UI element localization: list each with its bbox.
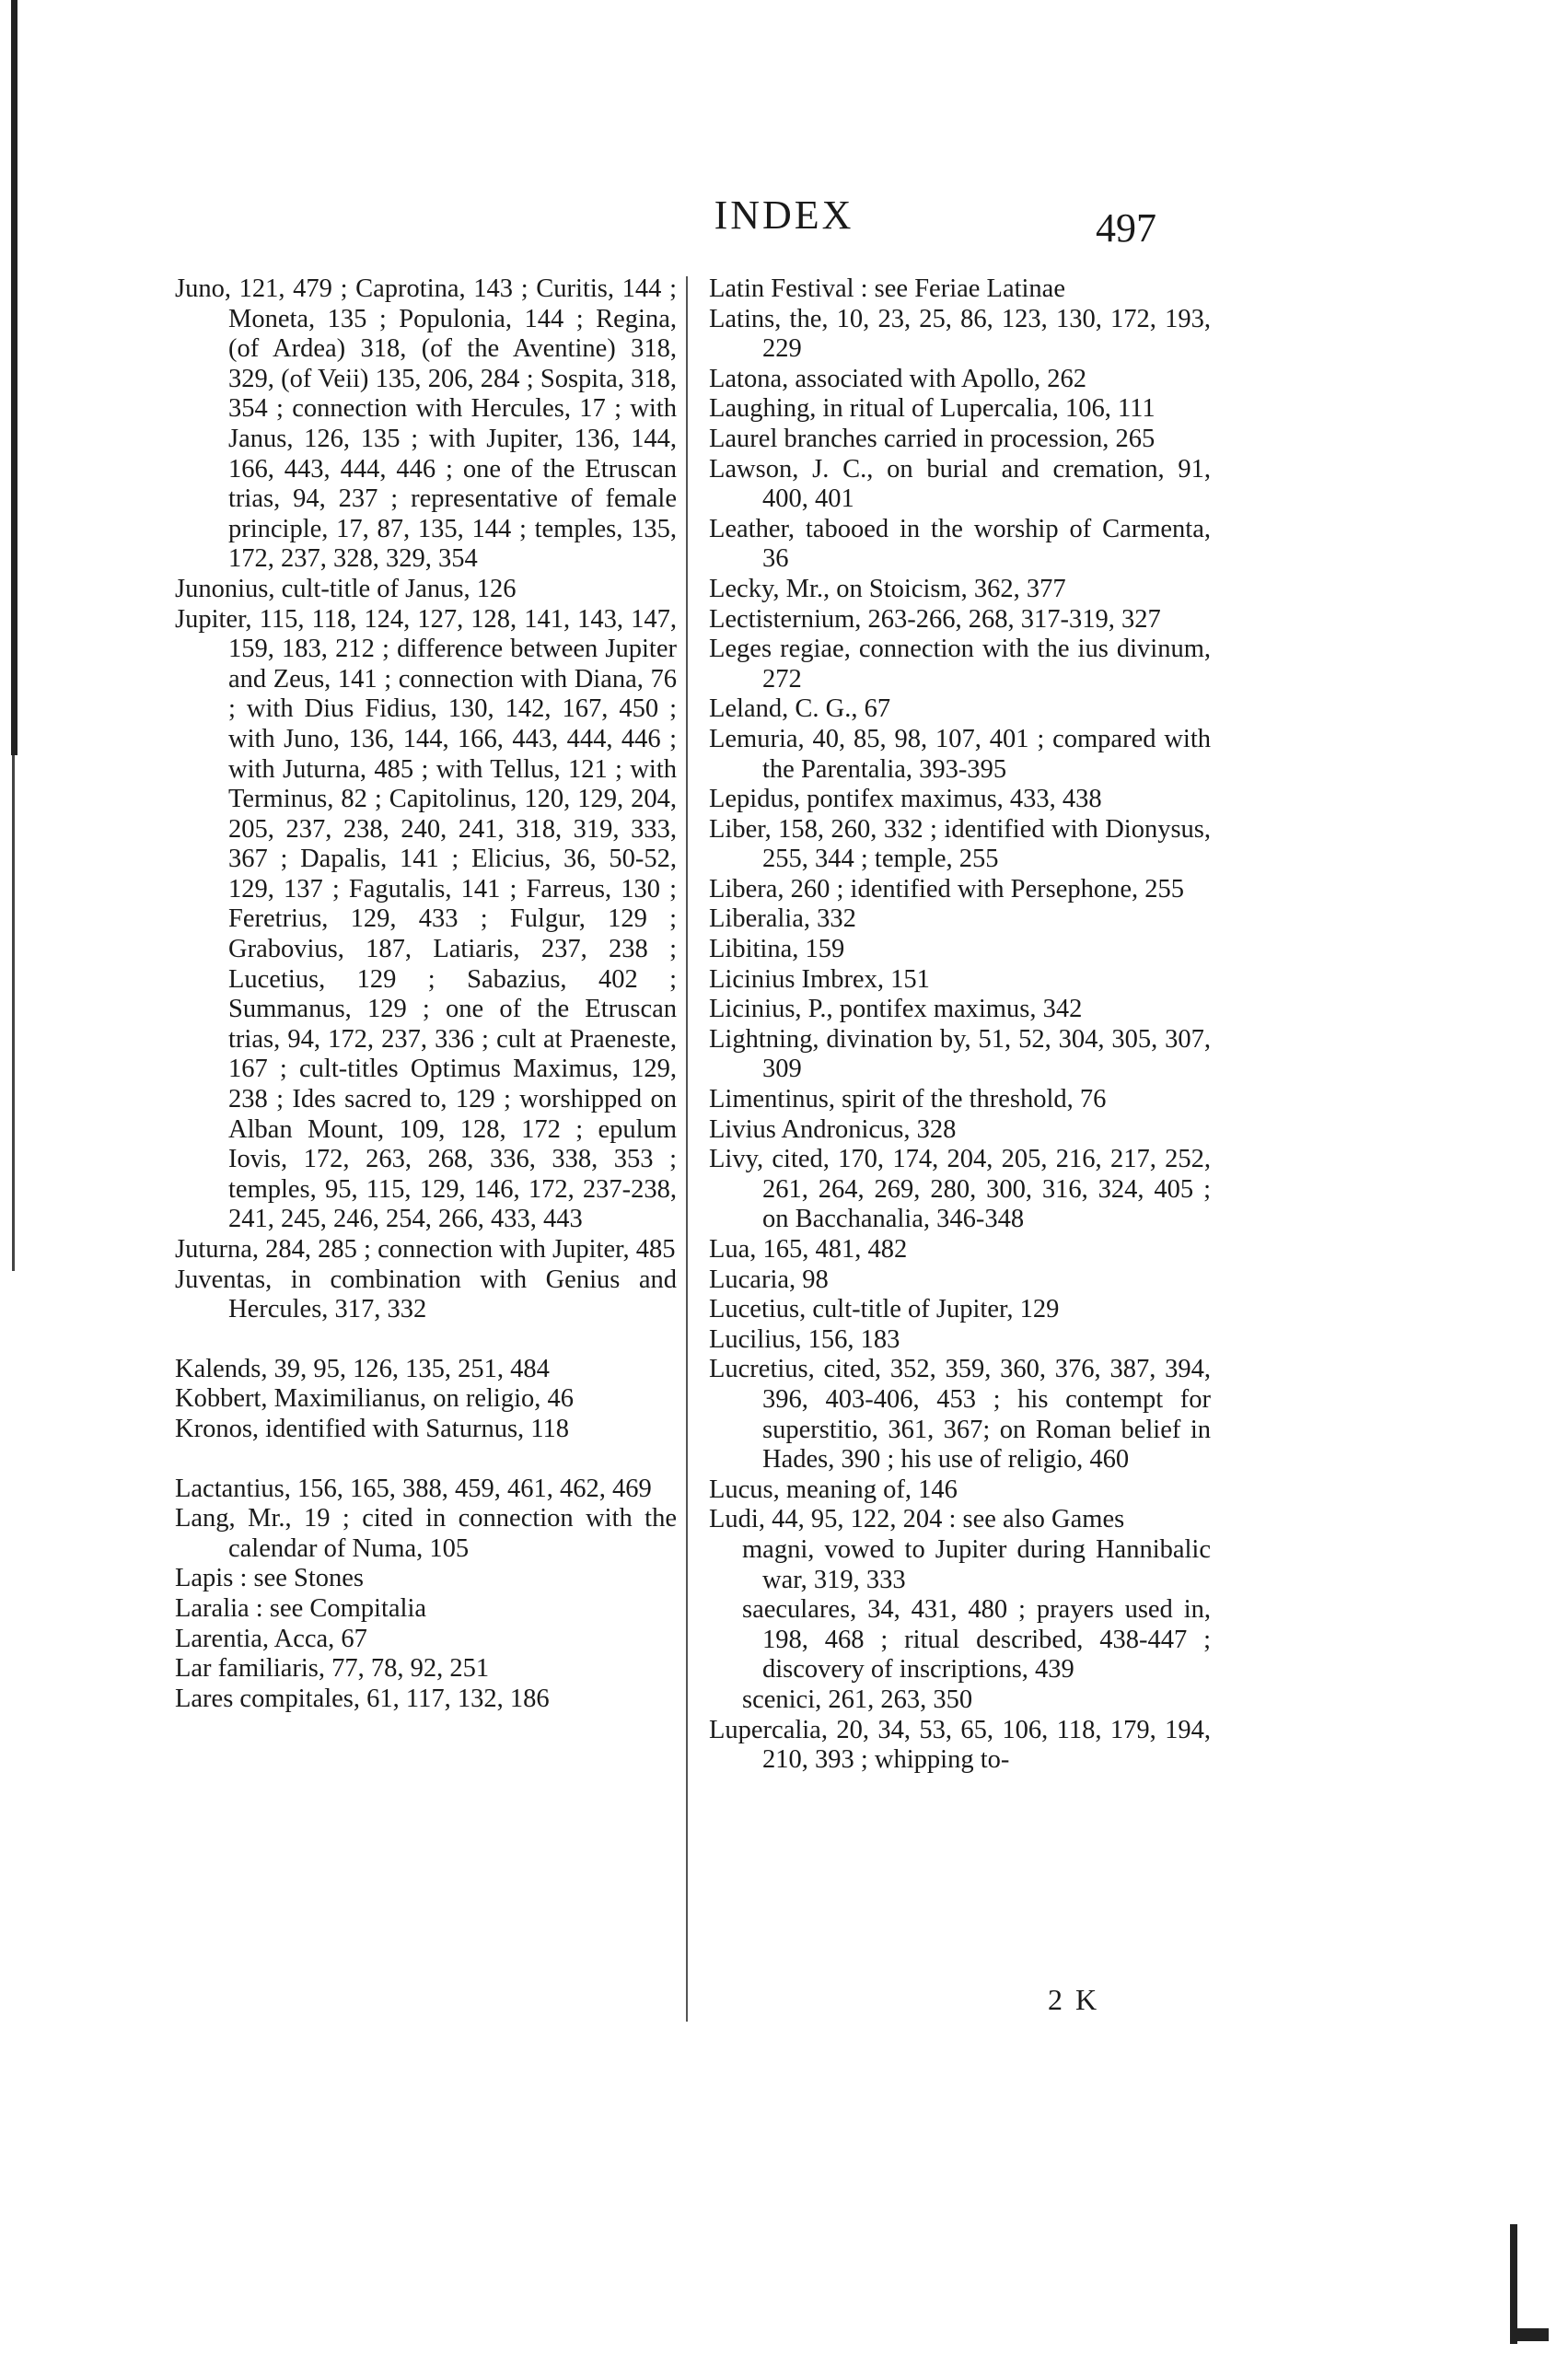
index-entry: Lupercalia, 20, 34, 53, 65, 106, 118, 179, 194, 210, 393 ; whipping to- <box>709 1715 1211 1775</box>
index-entry: Ludi, 44, 95, 122, 204 : see also Games <box>709 1505 1125 1534</box>
index-entry: Latin Festival : see Feriae Latinae <box>709 274 1065 303</box>
index-entry: Lua, 165, 481, 482 <box>709 1235 908 1264</box>
index-subentry: scenici, 261, 263, 350 <box>742 1685 973 1714</box>
index-entry: Lawson, J. C., on burial and cremation, 91, 400, 401 <box>709 454 1211 514</box>
index-column-right <box>709 274 1211 1776</box>
scan-edge-mark <box>11 0 17 755</box>
index-entry: Libitina, 159 <box>709 935 845 964</box>
index-entry: Lucaria, 98 <box>709 1265 829 1294</box>
index-entry: Latins, the, 10, 23, 25, 86, 123, 130, 172, 193, 229 <box>709 304 1211 364</box>
index-entry: Lucretius, cited, 352, 359, 360, 376, 387, 394, 396, 403-406, 453 ; his contempt for superstitio, 361, 367; on Roman belief in Hades, 390 ; his use of religio, 460 <box>709 1355 1211 1475</box>
index-entry: Laurel branches carried in procession, 265 <box>709 424 1156 453</box>
index-entry: Juno, 121, 479 ; Caprotina, 143 ; Curitis, 144 ; Moneta, 135 ; Populonia, 144 ; Regina, (of Ardea) 318, (of the Aventine) 318, 329, (of Veii) 135, 206, 284 ; Sospita, 318, 354 ; connection with Hercules, 17 ; with Janus, 126, 135 ; with Jupiter, 136, 144, 166, 443, 444, 446 ; one of the Etruscan trias, 94, 237 ; representative of female principle, 17, 87, 135, 144 ; temples, 135, 172, 237, 328, 329, 354 <box>175 274 677 574</box>
index-entry: Lemuria, 40, 85, 98, 107, 401 ; compared with the Parentalia, 393-395 <box>709 724 1211 784</box>
index-entry: Juturna, 284, 285 ; connection with Jupiter, 485 <box>175 1235 676 1264</box>
index-entry: Lightning, divination by, 51, 52, 304, 305, 307, 309 <box>709 1024 1211 1084</box>
index-entry: Latona, associated with Apollo, 262 <box>709 364 1087 393</box>
column-divider <box>686 276 688 2022</box>
index-entry: Lar familiaris, 77, 78, 92, 251 <box>175 1654 490 1684</box>
index-entry: Lapis : see Stones <box>175 1564 365 1593</box>
index-subentry: magni, vowed to Jupiter during Hannibalic war, 319, 333 <box>742 1534 1211 1594</box>
index-entry: Lucilius, 156, 183 <box>709 1324 900 1354</box>
index-entry: Lectisternium, 263-266, 268, 317-319, 327 <box>709 604 1161 634</box>
page-title: INDEX <box>714 192 854 238</box>
index-entry: Lecky, Mr., on Stoicism, 362, 377 <box>709 574 1066 603</box>
index-entry: Limentinus, spirit of the threshold, 76 <box>709 1085 1107 1114</box>
index-entry: Liberalia, 332 <box>709 904 856 934</box>
index-entry: Leland, C. G., 67 <box>709 694 891 724</box>
index-entry: Liber, 158, 260, 332 ; identified with Dionysus, 255, 344 ; temple, 255 <box>709 814 1211 874</box>
index-entry: Lepidus, pontifex maximus, 433, 438 <box>709 785 1102 814</box>
index-entry: Lucetius, cult-title of Jupiter, 129 <box>709 1295 1060 1324</box>
scan-corner-mark <box>1510 2328 1549 2341</box>
index-entry: Kalends, 39, 95, 126, 135, 251, 484 <box>175 1354 550 1383</box>
index-entry: Leather, tabooed in the worship of Carmenta, 36 <box>709 514 1211 574</box>
index-column-left <box>175 274 677 1714</box>
index-entry: Livius Andronicus, 328 <box>709 1114 957 1144</box>
index-entry: Kobbert, Maximilianus, on religio, 46 <box>175 1384 574 1414</box>
scan-edge-mark <box>12 755 15 1271</box>
index-entry: Licinius Imbrex, 151 <box>709 964 930 994</box>
index-entry: Kronos, identified with Saturnus, 118 <box>175 1414 569 1443</box>
index-entry: Jupiter, 115, 118, 124, 127, 128, 141, 143, 147, 159, 183, 212 ; difference between Jupiter and Zeus, 141 ; connection with Diana, 76 ; with Dius Fidius, 130, 142, 167, 450 ; with Juno, 136, 144, 166, 443, 444, 446 ; with Juturna, 485 ; with Tellus, 121 ; with Terminus, 82 ; Capitolinus, 120, 129, 204, 205, 237, 238, 240, 241, 318, 319, 333, 367 ; Dapalis, 141 ; Elicius, 36, 50-52, 129, 137 ; Fagutalis, 141 ; Farreus, 130 ; Feretrius, 129, 433 ; Fulgur, 129 ; Grabovius, 187, Latiaris, 237, 238 ; Lucetius, 129 ; Sabazius, 402 ; Summanus, 129 ; one of the Etruscan trias, 94, 172, 237, 336 ; cult at Praeneste, 167 ; cult-titles Optimus Maximus, 129, 238 ; Ides sacred to, 129 ; worshipped on Alban Mount, 109, 128, 172 ; epulum Iovis, 172, 263, 268, 336, 338, 353 ; temples, 95, 115, 129, 146, 172, 237-238, 241, 245, 246, 254, 266, 433, 443 <box>175 604 677 1234</box>
section-gap <box>175 1445 677 1475</box>
index-entry: Junonius, cult-title of Janus, 126 <box>175 574 517 603</box>
section-gap <box>175 1325 677 1355</box>
page-number: 497 <box>1096 205 1156 251</box>
index-entry: Libera, 260 ; identified with Persephone, 255 <box>709 874 1185 904</box>
index-entry: Leges regiae, connection with the ius divinum, 272 <box>709 635 1211 694</box>
index-entry: Larentia, Acca, 67 <box>175 1624 367 1653</box>
index-entry: Livy, cited, 170, 174, 204, 205, 216, 217, 252, 261, 264, 269, 280, 300, 316, 324, 405 ; on Bacchanalia, 346-348 <box>709 1145 1211 1234</box>
index-entry: Laralia : see Compitalia <box>175 1593 427 1623</box>
index-entry: Licinius, P., pontifex maximus, 342 <box>709 995 1083 1024</box>
scan-corner-mark <box>1510 2224 1517 2344</box>
index-entry: Juventas, in combination with Genius and Hercules, 317, 332 <box>175 1265 677 1324</box>
index-subentry: saeculares, 34, 431, 480 ; prayers used in, 198, 468 ; ritual described, 438-447 ; discovery of inscriptions, 439 <box>742 1595 1211 1685</box>
index-entry: Lactantius, 156, 165, 388, 459, 461, 462, 469 <box>175 1474 652 1503</box>
signature-mark: 2 K <box>1048 1983 1100 2016</box>
index-entry: Lares compitales, 61, 117, 132, 186 <box>175 1684 550 1713</box>
index-entry: Laughing, in ritual of Lupercalia, 106, 111 <box>709 394 1156 424</box>
index-entry: Lang, Mr., 19 ; cited in connection with the calendar of Numa, 105 <box>175 1504 677 1563</box>
index-entry: Lucus, meaning of, 146 <box>709 1475 958 1504</box>
